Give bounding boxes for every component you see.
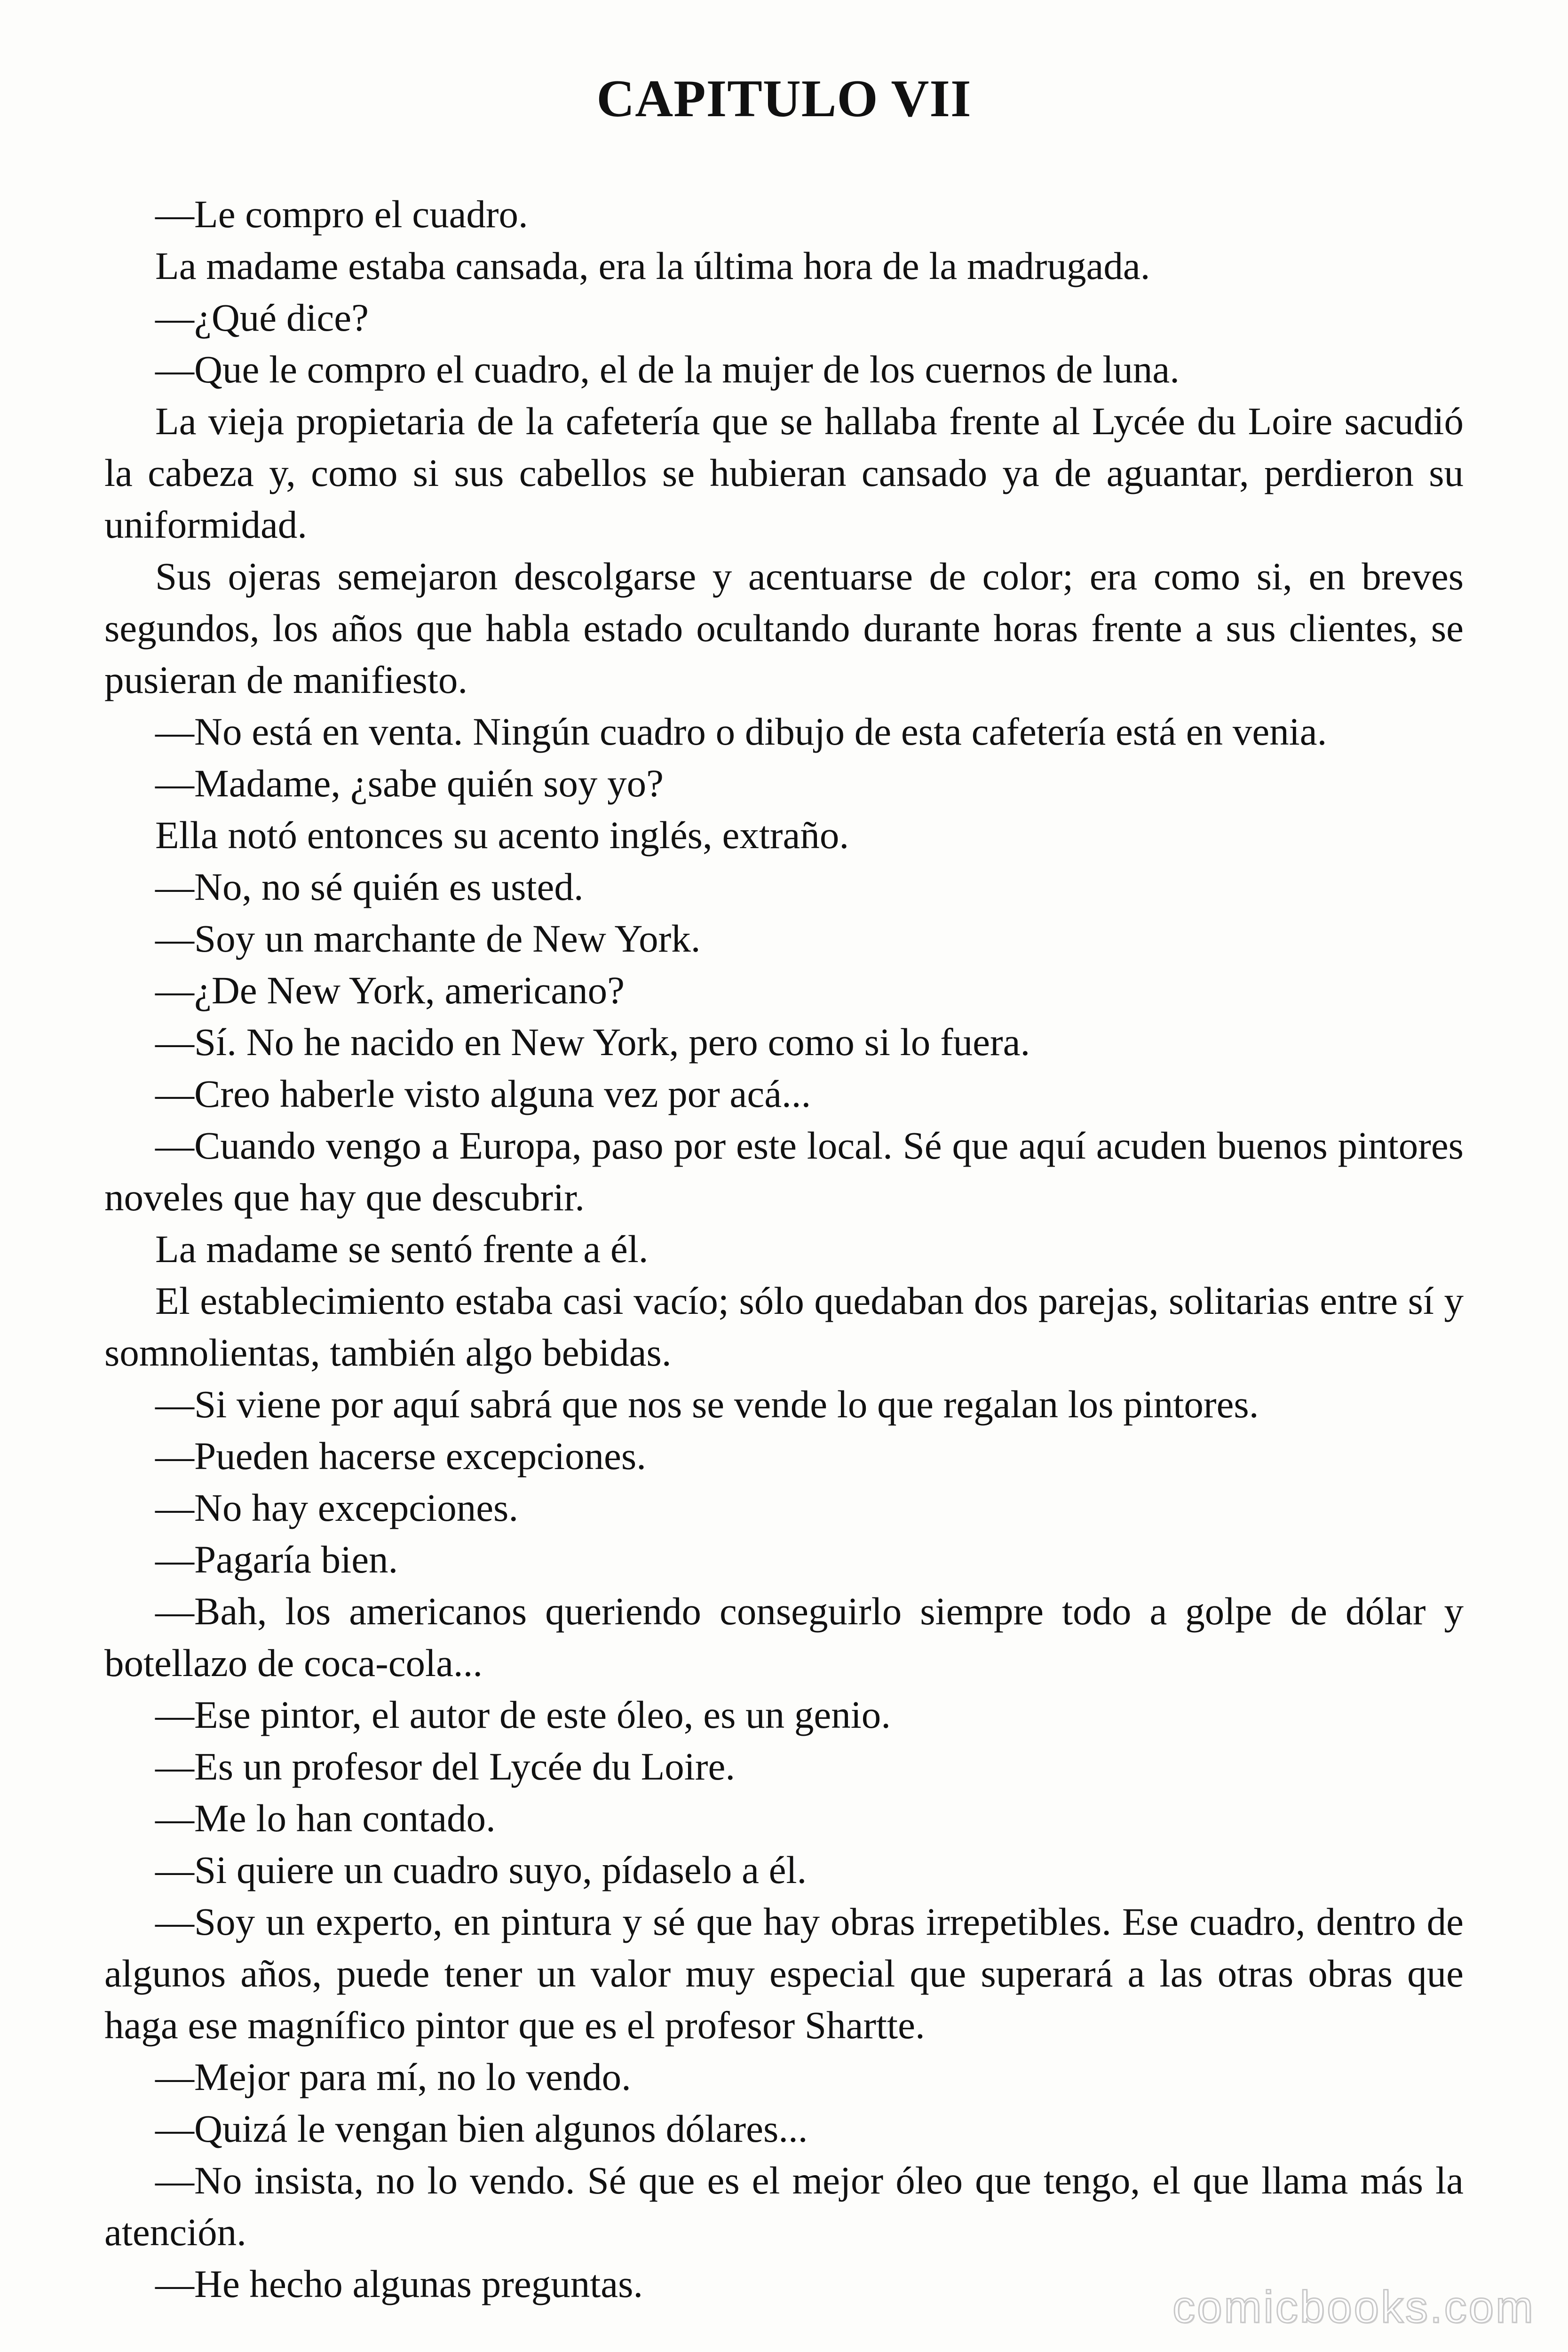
paragraph: —Pueden hacerse excepciones. [155, 1434, 646, 1478]
paragraph: La madame se sentó frente a él. [155, 1227, 649, 1271]
paragraph: —Sí. No he nacido en New York, pero como si lo fuera. [155, 1020, 1030, 1064]
paragraph: —¿Qué dice? [155, 296, 369, 339]
chapter-body [104, 188, 1464, 2310]
paragraph: —He hecho algunas preguntas. [155, 2262, 643, 2305]
paragraph: —Soy un experto, en pintura y sé que hay obras irrepetibles. Ese cuadro, dentro de algunos años, puede tener un valor muy especial que superará a las otras obras que haga ese magnífico pintor que es el profesor Shartte. [104, 1900, 1464, 2047]
paragraph: El establecimiento estaba casi vacío; sólo quedaban dos parejas, solitarias entre sí y somnolientas, también algo bebidas. [104, 1279, 1464, 1374]
paragraph: —No hay excepciones. [155, 1486, 519, 1529]
paragraph: —¿De New York, americano? [155, 969, 625, 1012]
paragraph: —Si quiere un cuadro suyo, pídaselo a él. [155, 1848, 807, 1891]
paragraph: —No insista, no lo vendo. Sé que es el mejor óleo que tengo, el que llama más la atención. [104, 2159, 1464, 2254]
paragraph: —Es un profesor del Lycée du Loire. [155, 1745, 736, 1788]
paragraph: Ella notó entonces su acento inglés, extraño. [155, 813, 849, 857]
paragraph: —Bah, los americanos queriendo conseguirlo siempre todo a golpe de dólar y botellazo de coca-cola... [104, 1589, 1464, 1685]
chapter-title: CAPITULO VII [596, 70, 972, 128]
paragraph: —Le compro el cuadro. [155, 192, 528, 236]
paragraph: —Ese pintor, el autor de este óleo, es un genio. [155, 1693, 891, 1736]
paragraph: Sus ojeras semejaron descolgarse y acentuarse de color; era como si, en breves segundos, los años que habla estado ocultando durante horas frente a sus clientes, se pusieran de manifiesto. [104, 555, 1464, 701]
paragraph: —Me lo han contado. [155, 1796, 496, 1840]
paragraph: —Cuando vengo a Europa, paso por este local. Sé que aquí acuden buenos pintores noveles que hay que descubrir. [104, 1124, 1464, 1219]
paragraph: —No está en venta. Ningún cuadro o dibujo de esta cafetería está en venia. [155, 710, 1327, 753]
paragraph: —No, no sé quién es usted. [155, 865, 584, 908]
paragraph: —Quizá le vengan bien algunos dólares... [155, 2107, 808, 2150]
paragraph: —Creo haberle visto alguna vez por acá... [155, 1072, 811, 1115]
paragraph: —Madame, ¿sabe quién soy yo? [155, 762, 664, 805]
paragraph: —Pagaría bien. [155, 1538, 398, 1581]
paragraph: —Soy un marchante de New York. [155, 917, 701, 960]
watermark: comicbooks.com [1172, 2282, 1535, 2332]
paragraph: —Mejor para mí, no lo vendo. [155, 2055, 631, 2098]
paragraph: La vieja propietaria de la cafetería que se hallaba frente al Lycée du Loire sacudió la cabeza y, como si sus cabellos se hubieran cansado ya de aguantar, perdieron su uniformidad. [104, 399, 1464, 546]
paragraph: —Si viene por aquí sabrá que nos se vende lo que regalan los pintores. [155, 1383, 1259, 1426]
paragraph: La madame estaba cansada, era la última hora de la madrugada. [155, 244, 1150, 287]
paragraph: —Que le compro el cuadro, el de la mujer de los cuernos de luna. [155, 348, 1180, 391]
